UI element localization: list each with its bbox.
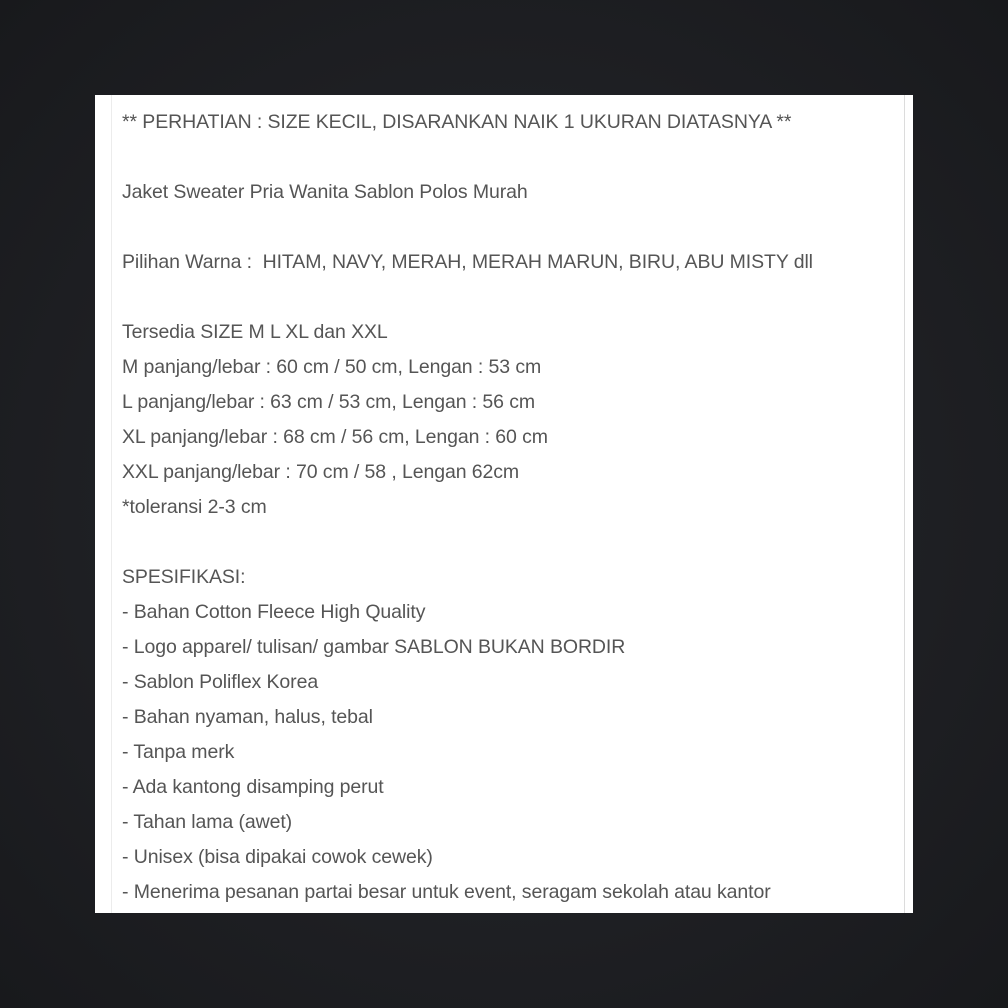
size-line-xxl: XXL panjang/lebar : 70 cm / 58 , Lengan 62cm: [122, 461, 520, 483]
spec-item: - Tahan lama (awet): [122, 811, 293, 833]
spec-item: - Sablon Poliflex Korea: [122, 671, 319, 693]
size-notice: ** PERHATIAN : SIZE KECIL, DISARANKAN NAIK 1 UKURAN DIATASNYA **: [122, 111, 792, 133]
spec-item: - Logo apparel/ tulisan/ gambar SABLON BUKAN BORDIR: [122, 636, 626, 658]
size-line-m: M panjang/lebar : 60 cm / 50 cm, Lengan : 53 cm: [122, 356, 542, 378]
spec-item: - Bahan nyaman, halus, tebal: [122, 706, 373, 728]
size-line-l: L panjang/lebar : 63 cm / 53 cm, Lengan : 56 cm: [122, 391, 535, 413]
blank-line: [122, 140, 899, 175]
spec-item: - Menerima pesanan partai besar untuk event, seragam sekolah atau kantor: [122, 881, 771, 903]
blank-line: [122, 210, 899, 245]
spec-heading: SPESIFIKASI:: [122, 566, 246, 588]
product-description-text: [122, 105, 899, 910]
spec-item: - Tanpa merk: [122, 741, 235, 763]
blank-line: [122, 525, 899, 560]
color-options: Pilihan Warna : HITAM, NAVY, MERAH, MERAH MARUN, BIRU, ABU MISTY dll: [122, 251, 813, 273]
size-heading: Tersedia SIZE M L XL dan XXL: [122, 321, 388, 343]
product-title: Jaket Sweater Pria Wanita Sablon Polos Murah: [122, 181, 528, 203]
spec-item: - Ada kantong disamping perut: [122, 776, 384, 798]
blank-line: [122, 280, 899, 315]
product-description-panel: [95, 95, 913, 913]
size-tolerance: *toleransi 2-3 cm: [122, 496, 267, 518]
spec-item: - Bahan Cotton Fleece High Quality: [122, 601, 426, 623]
spec-item: - Unisex (bisa dipakai cowok cewek): [122, 846, 433, 868]
size-line-xl: XL panjang/lebar : 68 cm / 56 cm, Lengan : 60 cm: [122, 426, 548, 448]
